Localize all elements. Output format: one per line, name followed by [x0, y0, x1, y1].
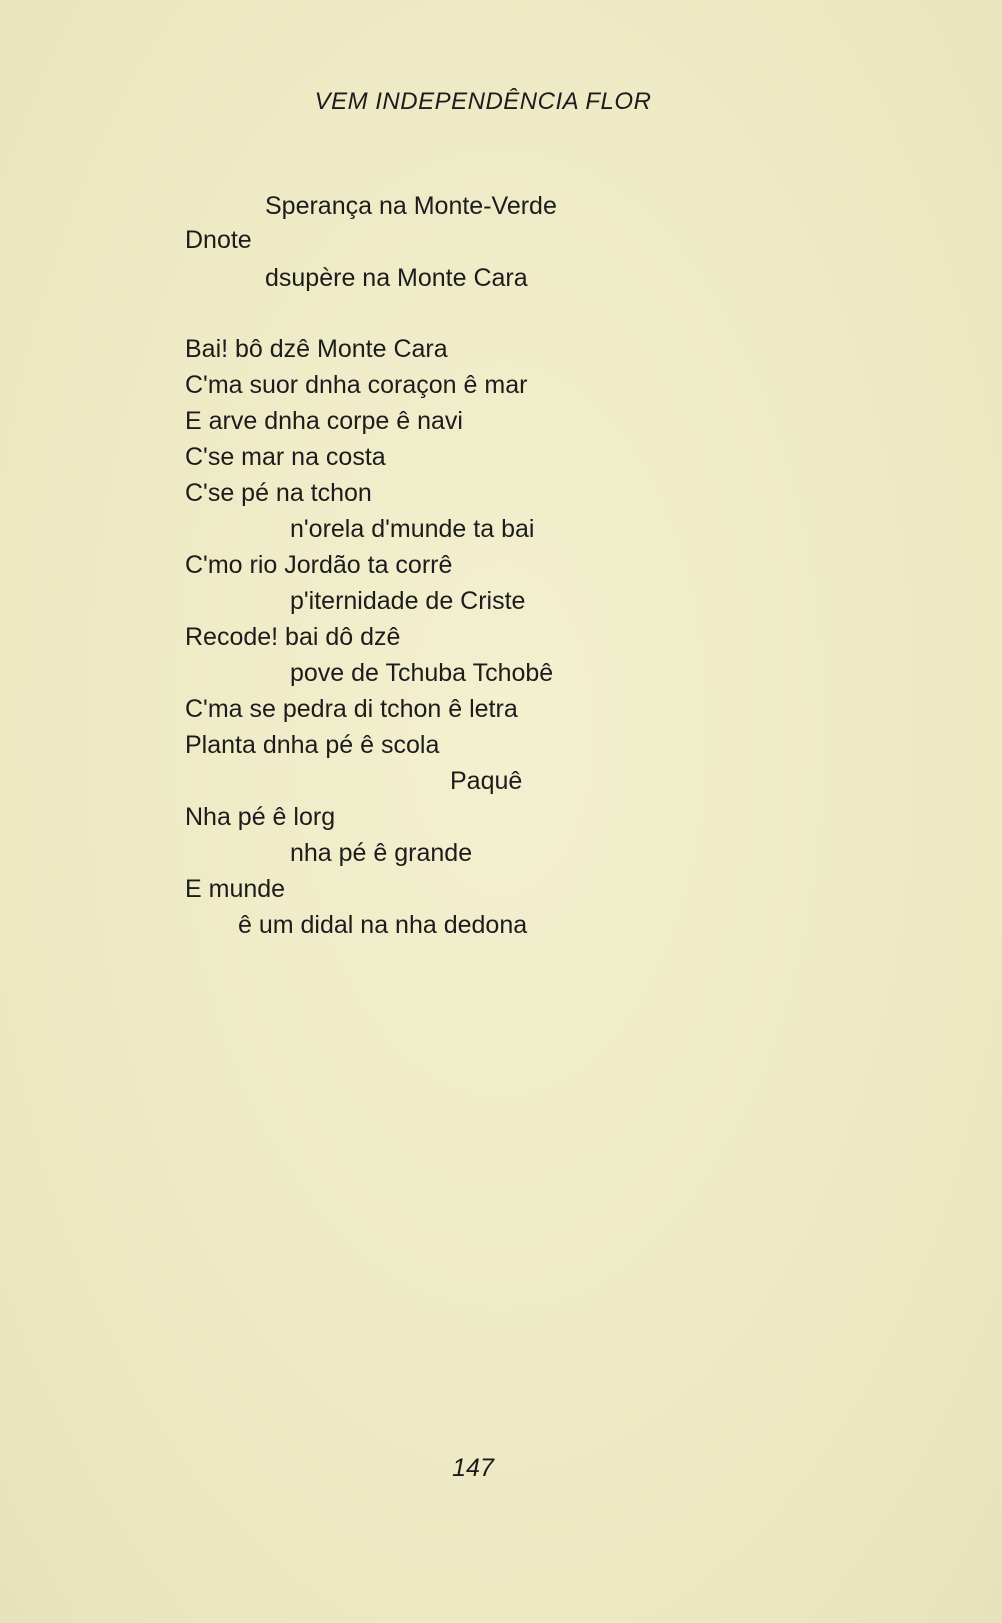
poem-line: pove de Tchuba Tchobê: [290, 659, 554, 687]
poem-line: Sperança na Monte-Verde: [265, 192, 557, 220]
poem-line: Recode! bai dô dzê: [185, 623, 401, 651]
poem-line: C'ma se pedra di tchon ê letra: [185, 695, 518, 723]
poem-line: Paquê: [450, 767, 523, 795]
poem-line: C'se pé na tchon: [185, 479, 372, 507]
poem-line: Bai! bô dzê Monte Cara: [185, 335, 448, 363]
poem-line: Nha pé ê lorg: [185, 803, 336, 831]
poem-line: p'iternidade de Criste: [290, 587, 526, 615]
poem-line: ê um didal na nha dedona: [238, 911, 528, 939]
poem-line: E munde: [185, 875, 286, 903]
running-header: [0, 88, 1002, 116]
poem-line: C'se mar na costa: [185, 443, 386, 471]
poem-line: n'orela d'munde ta bai: [290, 515, 535, 543]
poem-line: C'ma suor dnha coraçon ê mar: [185, 371, 528, 399]
poem-line: E arve dnha corpe ê navi: [185, 407, 463, 435]
page-number-text: 147: [452, 1454, 494, 1482]
poem-line: nha pé ê grande: [290, 839, 473, 867]
poem-line: C'mo rio Jordão ta corrê: [185, 551, 453, 579]
poem-line: Dnote: [185, 226, 252, 254]
header-title: VEM INDEPENDÊNCIA FLOR: [314, 88, 652, 115]
page-number: [0, 1454, 1002, 1483]
poem-line: dsupère na Monte Cara: [265, 264, 528, 292]
poem-line: Planta dnha pé ê scola: [185, 731, 440, 759]
